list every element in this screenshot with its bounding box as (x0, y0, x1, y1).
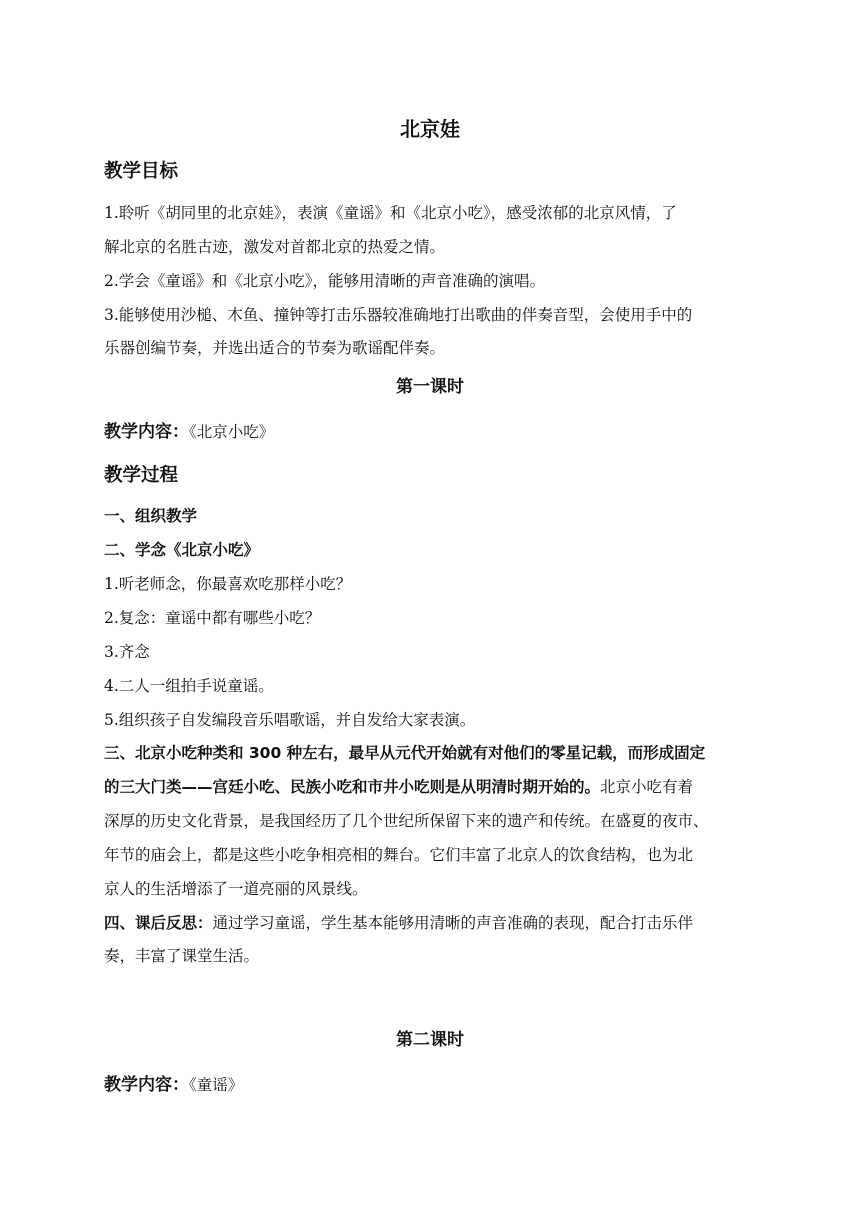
lesson2-heading: 第二课时 (396, 1030, 464, 1050)
step4-label: 四、课后反思： (104, 914, 213, 932)
lesson1-content-value: 《北京小吃》 (189, 423, 275, 441)
goals-heading: 教学目标 (104, 161, 179, 182)
goal-1-line-1: 1.聆听《胡同里的北京娃》，表演《童谣》和《北京小吃》，感受浓郁的北京风情，了 (104, 204, 677, 222)
lesson1-content-label: 教学内容： (104, 422, 189, 442)
process-heading: 教学过程 (104, 465, 179, 486)
lesson1-content (104, 421, 274, 443)
document-title: 北京娃 (400, 117, 460, 141)
step3-line-3: 深厚的历史文化背景，是我国经历了几个世纪所保留下来的遗产和传统。在盛夏的夜市、 (104, 812, 709, 830)
step3-line-2 (104, 777, 764, 797)
goal-1-line-2: 解北京的名胜古迹，激发对首都北京的热爱之情。 (104, 238, 446, 256)
step3-normal-text: 北京小吃有着 (600, 778, 694, 796)
step3-line-1: 三、北京小吃种类和 300 种左右，最早从元代开始就有对他们的零星记载，而形成固定 (104, 744, 706, 762)
step2-item-5: 5.组织孩子自发编段音乐唱歌谣，并自发给大家表演。 (104, 711, 476, 729)
step3-bold-text: 的三大门类——宫廷小吃、民族小吃和市井小吃则是从明清时期开始的。 (104, 778, 601, 796)
step2-heading: 二、学念《北京小吃》 (104, 541, 260, 559)
goal-2: 2.学会《童谣》和《北京小吃》，能够用清晰的声音准确的演唱。 (104, 272, 546, 290)
goal-3-line-2: 乐器创编节奏，并选出适合的节奏为歌谣配伴奏。 (104, 339, 446, 357)
step1-heading: 一、组织教学 (104, 507, 198, 525)
step4-line-2: 奏，丰富了课堂生活。 (104, 947, 260, 965)
lesson2-content (104, 1074, 243, 1096)
step4-text: 通过学习童谣，学生基本能够用清晰的声音准确的表现，配合打击乐伴 (212, 914, 694, 932)
goal-3-line-1: 3.能够使用沙槌、木鱼、撞钟等打击乐器较准确地打出歌曲的伴奏音型，会使用手中的 (104, 306, 693, 324)
step2-item-3: 3.齐念 (104, 643, 150, 661)
step2-item-2: 2.复念：童谣中都有哪些小吃？ (104, 609, 321, 627)
lesson2-content-value: 《童谣》 (189, 1076, 244, 1094)
step4-line-1 (104, 913, 764, 933)
lesson2-content-label: 教学内容： (104, 1075, 189, 1095)
lesson1-heading: 第一课时 (396, 377, 464, 397)
step3-line-4: 年节的庙会上，都是这些小吃争相亮相的舞台。它们丰富了北京人的饮食结构，也为北 (104, 846, 694, 864)
step2-item-4: 4.二人一组拍手说童谣。 (104, 677, 274, 695)
step2-item-1: 1.听老师念，你最喜欢吃那样小吃？ (104, 575, 352, 593)
step3-line-5: 京人的生活增添了一道亮丽的风景线。 (104, 880, 368, 898)
